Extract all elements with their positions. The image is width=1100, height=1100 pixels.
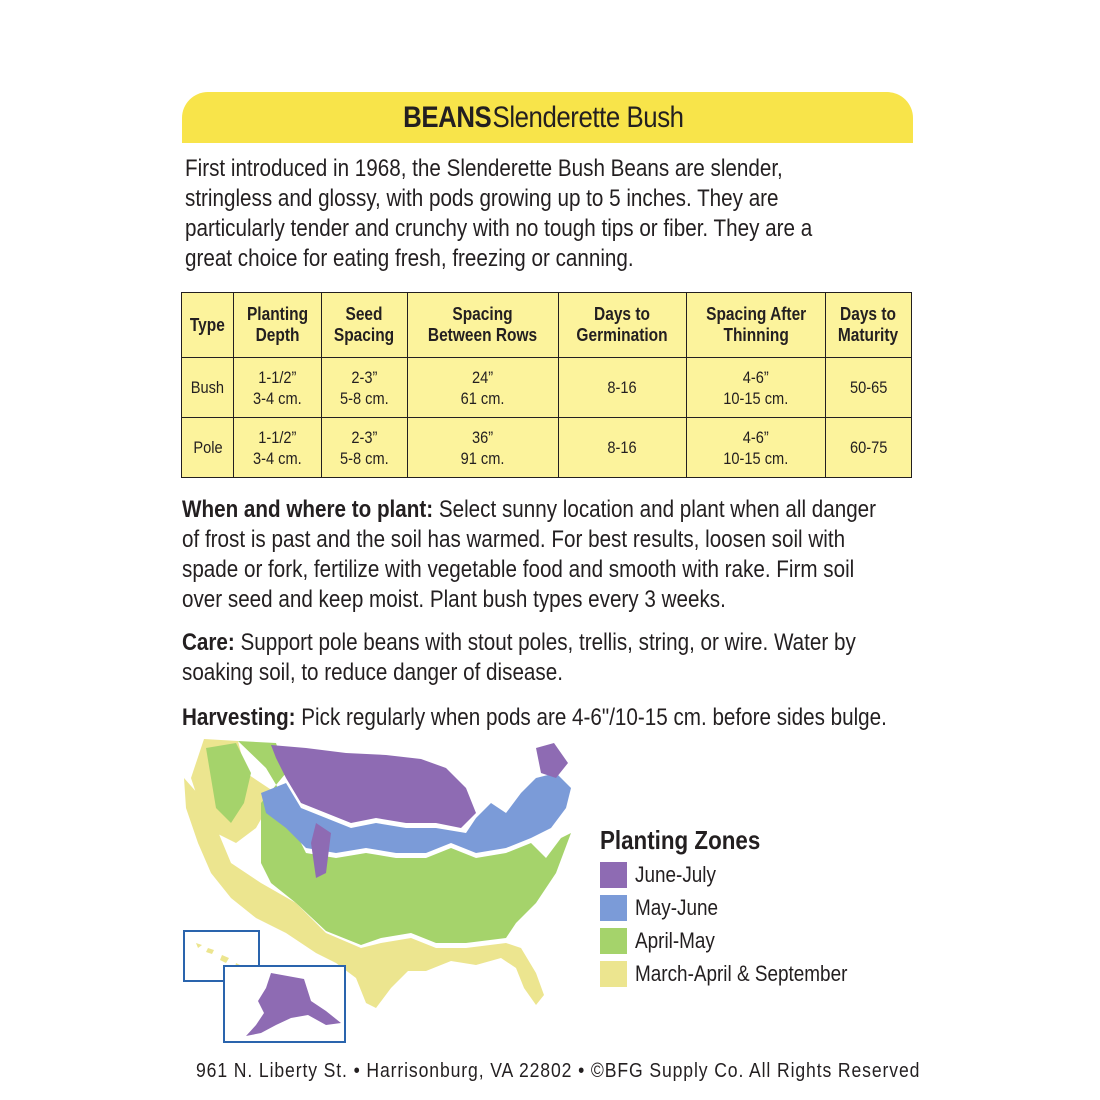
cell-line: 10-15 cm.	[723, 448, 789, 468]
table-header-cell	[234, 293, 321, 358]
planting-text: Select sunny location and plant when all danger of frost is past and the soil has warmed. For best results, loosen soil with spade or fork, fertilize with vegetable food and smooth with rake. Firm soil over seed and keep moist. Plant bush types every 3 weeks.	[182, 496, 877, 613]
table-cell	[559, 418, 686, 478]
footer-address: 961 N. Liberty St. • Harrisonburg, VA 22802 • ©BFG Supply Co. All Rights Reserved	[196, 1060, 921, 1082]
table-header-cell	[825, 293, 911, 358]
table-header-cell	[182, 293, 234, 358]
table-header-cell	[321, 293, 407, 358]
table-cell	[686, 358, 825, 418]
legend-title: Planting Zones	[600, 825, 761, 855]
care-label: Care:	[182, 629, 235, 656]
cell-line: 2-3”	[351, 427, 378, 447]
planting-instructions	[182, 495, 896, 615]
legend-swatch	[600, 895, 627, 921]
cell-line: 50-65	[849, 378, 888, 397]
table-cell	[321, 418, 407, 478]
header-line: Spacing After	[705, 304, 806, 324]
header-line: Days to	[594, 304, 651, 324]
planting-specs-table	[181, 292, 912, 478]
product-title: BEANS	[403, 100, 492, 134]
cell-line: 8-16	[607, 378, 638, 397]
cell-line: 4-6”	[742, 427, 769, 447]
table-cell	[407, 358, 559, 418]
table-row	[182, 418, 912, 478]
planting-label: When and where to plant:	[182, 496, 434, 523]
harvesting-text: Pick regularly when pods are 4-6"/10-15 cm. before sides bulge.	[295, 704, 887, 731]
legend-swatch	[600, 928, 627, 954]
table-header-row	[182, 293, 912, 358]
care-text: Support pole beans with stout poles, trellis, string, or wire. Water by soaking soil, to reduce danger of disease.	[182, 629, 856, 686]
header-line: Type	[190, 314, 226, 335]
header-line: Planting	[246, 304, 309, 324]
product-variety: Slenderette Bush	[492, 100, 684, 134]
legend-item	[600, 924, 882, 957]
table-cell	[182, 418, 234, 478]
table-cell	[321, 358, 407, 418]
cell-line: 3-4 cm.	[253, 448, 302, 468]
table-cell	[407, 418, 559, 478]
cell-line: 5-8 cm.	[339, 388, 389, 408]
legend-label: June-July	[635, 861, 716, 887]
header-band	[182, 92, 913, 143]
intro-description: First introduced in 1968, the Slenderette Bush Beans are slender, stringless and glossy, with pods growing up to 5 inches. They are particularly tender and crunchy with no tough tips or fiber. They are a great choice for eating fresh, freezing or canning.	[185, 155, 813, 272]
us-map-graphic	[176, 733, 616, 1045]
cell-line: 5-8 cm.	[339, 448, 389, 468]
header-line: Between Rows	[428, 325, 538, 345]
table-cell	[559, 358, 686, 418]
table-cell	[182, 358, 234, 418]
table-header-cell	[407, 293, 559, 358]
cell-line: 24”	[472, 367, 494, 387]
table-cell	[234, 358, 321, 418]
cell-line: 4-6”	[742, 367, 769, 387]
cell-line: 36”	[472, 427, 494, 447]
cell-line: 3-4 cm.	[253, 388, 302, 408]
legend-swatch	[600, 862, 627, 888]
planting-zones-legend	[600, 825, 882, 990]
header-line: Spacing	[334, 325, 395, 345]
legend-swatch	[600, 961, 627, 987]
header-line: Thinning	[723, 325, 789, 345]
cell-line: 2-3”	[351, 367, 378, 387]
table-cell	[825, 418, 911, 478]
header-line: Germination	[576, 325, 668, 345]
header-line: Depth	[255, 325, 300, 345]
cell-line: 91 cm.	[461, 448, 505, 468]
harvesting-instructions	[182, 703, 896, 733]
planting-zone-map	[176, 733, 616, 1045]
legend-item	[600, 858, 882, 891]
cell-line: 8-16	[607, 438, 638, 457]
cell-line: 10-15 cm.	[723, 388, 789, 408]
table-header-cell	[686, 293, 825, 358]
table-cell	[234, 418, 321, 478]
header-line: Spacing	[452, 304, 514, 324]
legend-label: April-May	[635, 927, 715, 953]
table-row	[182, 358, 912, 418]
cell-line: Bush	[191, 378, 225, 397]
cell-line: 1-1/2”	[258, 367, 297, 387]
cell-line: 60-75	[849, 438, 888, 457]
legend-label: March-April & September	[635, 960, 848, 986]
table-cell	[686, 418, 825, 478]
care-instructions	[182, 628, 896, 688]
header-line: Maturity	[838, 325, 899, 345]
cell-line: 1-1/2”	[258, 427, 297, 447]
table-cell	[825, 358, 911, 418]
cell-line: Pole	[193, 438, 223, 457]
table-header-cell	[559, 293, 686, 358]
header-line: Days to	[840, 304, 897, 324]
legend-item	[600, 891, 882, 924]
legend-item	[600, 957, 882, 990]
harvesting-label: Harvesting:	[182, 704, 296, 731]
legend-label: May-June	[635, 894, 719, 920]
header-line: Seed	[345, 304, 383, 324]
cell-line: 61 cm.	[461, 388, 505, 408]
